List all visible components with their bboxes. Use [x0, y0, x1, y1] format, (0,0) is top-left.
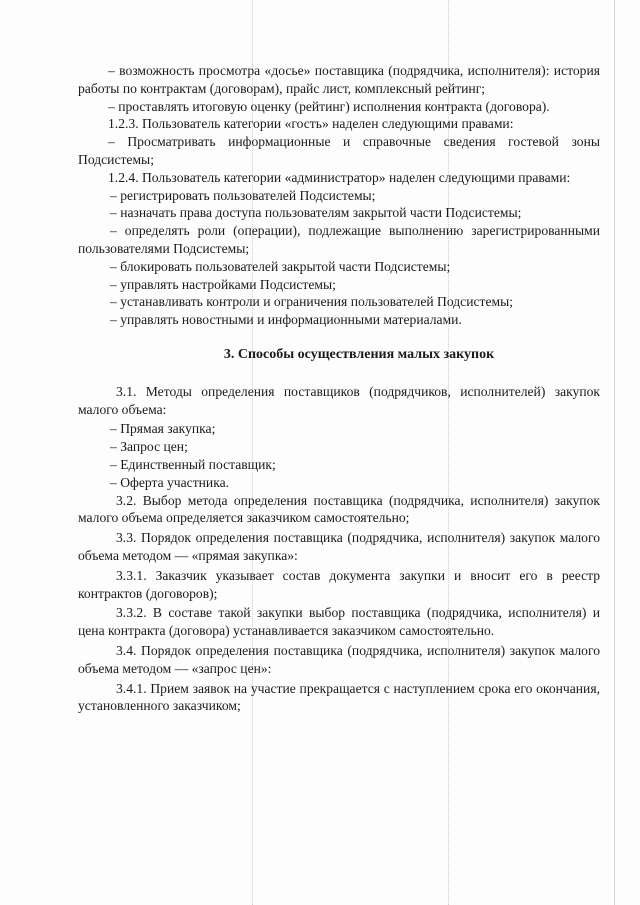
list-item: – устанавливать контроли и ограничения пользователей Подсистемы;: [110, 294, 514, 310]
paragraph-3-4: 3.4. Порядок определения поставщика (подрядчика, исполнителя) закупок малого объема методом — «запрос цен»:: [78, 642, 600, 676]
paragraph-3-2: 3.2. Выбор метода определения поставщика (подрядчика, исполнителя) закупок малого объема определяется заказчиком самостоятельно;: [78, 492, 600, 526]
list-item: – регистрировать пользователей Подсистемы;: [110, 187, 376, 203]
scan-artifact-line: [614, 0, 615, 905]
list-item: – управлять настройками Подсистемы;: [110, 276, 336, 292]
paragraph-guest-view: – Просматривать информационные и справочные сведения гостевой зоны Подсистемы;: [78, 134, 600, 167]
paragraph-3-3-1: 3.3.1. Заказчик указывает состав документа закупки и вносит его в реестр контрактов (договоров);: [78, 567, 600, 601]
document-body: [78, 62, 600, 715]
paragraph-dossier: – возможность просмотра «досье» поставщика (подрядчика, исполнителя): история работы по контрактам (договорам), прайс лист, комплексный рейтинг;: [78, 63, 600, 96]
paragraph-3-3: 3.3. Порядок определения поставщика (подрядчика, исполнителя) закупок малого объема методом — «прямая закупка»:: [78, 530, 600, 563]
list-item: – назначать права доступа пользователям закрытой части Подсистемы;: [110, 205, 522, 221]
list-item: – управлять новостными и информационными материалами.: [110, 312, 462, 328]
list-item: – Прямая закупка;: [110, 421, 216, 437]
list-item: – Оферта участника.: [110, 474, 230, 490]
paragraph-methods-intro: 3.1. Методы определения поставщиков (подрядчиков, исполнителей) закупок малого объема:: [78, 383, 600, 417]
list-item: – определять роли (операции), подлежащие выполнению зарегистрированными пользователями Подсистемы;: [78, 223, 600, 256]
paragraph-final-rating: – проставлять итоговую оценку (рейтинг) исполнения контракта (договора).: [108, 98, 550, 114]
section-heading: 3. Способы осуществления малых закупок: [223, 346, 495, 362]
list-item: – блокировать пользователей закрытой части Подсистемы;: [110, 258, 451, 274]
paragraph-guest-rights: 1.2.3. Пользователь категории «гость» наделен следующими правами:: [108, 116, 514, 132]
paragraph-3-3-2: 3.3.2. В составе такой закупки выбор поставщика (подрядчика, исполнителя) и цена контракта (договора) устанавливается заказчиком самостоятельно.: [78, 605, 600, 639]
list-item: – Запрос цен;: [110, 439, 188, 455]
list-item: – Единственный поставщик;: [110, 456, 276, 472]
paragraph-3-4-1: 3.4.1. Прием заявок на участие прекращается с наступлением срока его окончания, установленного заказчиком;: [78, 680, 600, 714]
paragraph-admin-rights: 1.2.4. Пользователь категории «администратор» наделен следующими правами:: [108, 169, 571, 185]
